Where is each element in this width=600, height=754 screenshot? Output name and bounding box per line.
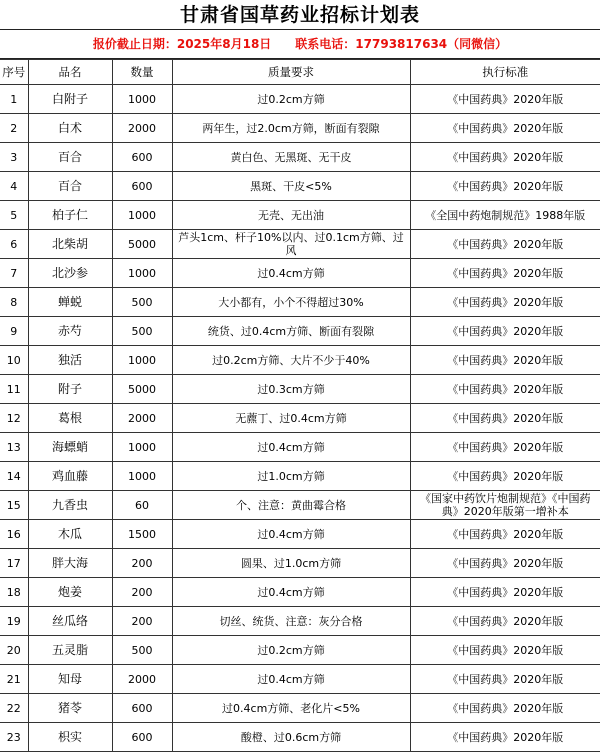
table-row [0, 694, 600, 723]
row-quality: 过0.4cm方筛 [172, 520, 410, 549]
row-no: 11 [0, 375, 28, 404]
row-standard: 《中国药典》2020年版 [410, 346, 600, 375]
row-standard: 《中国药典》2020年版 [410, 665, 600, 694]
col-header-no: 序号 [0, 60, 28, 85]
row-standard: 《中国药典》2020年版 [410, 723, 600, 752]
table-row [0, 549, 600, 578]
table-row [0, 346, 600, 375]
row-qty: 1500 [112, 520, 172, 549]
row-name: 白术 [28, 114, 112, 143]
row-no: 8 [0, 288, 28, 317]
row-standard: 《中国药典》2020年版 [410, 230, 600, 259]
row-name: 海螵蛸 [28, 433, 112, 462]
row-quality: 个、注意：黄曲霉合格 [172, 491, 410, 520]
table-row [0, 636, 600, 665]
row-name: 独活 [28, 346, 112, 375]
row-name: 百合 [28, 172, 112, 201]
row-no: 1 [0, 85, 28, 114]
row-qty: 1000 [112, 201, 172, 230]
row-no: 15 [0, 491, 28, 520]
table-row [0, 375, 600, 404]
row-name: 鸡血藤 [28, 462, 112, 491]
table-row [0, 201, 600, 230]
row-name: 蝉蜕 [28, 288, 112, 317]
row-quality: 过0.4cm方筛 [172, 433, 410, 462]
row-no: 19 [0, 607, 28, 636]
row-no: 6 [0, 230, 28, 259]
row-quality: 过0.2cm方筛 [172, 85, 410, 114]
row-standard: 《中国药典》2020年版 [410, 607, 600, 636]
row-no: 13 [0, 433, 28, 462]
row-standard: 《中国药典》2020年版 [410, 288, 600, 317]
row-no: 17 [0, 549, 28, 578]
contact-text: 联系电话：17793817634（同微信） [295, 37, 508, 51]
row-qty: 600 [112, 172, 172, 201]
table-row [0, 259, 600, 288]
row-quality: 过0.4cm方筛 [172, 259, 410, 288]
row-standard: 《中国药典》2020年版 [410, 520, 600, 549]
row-quality: 两年生，过2.0cm方筛，断面有裂隙 [172, 114, 410, 143]
row-standard: 《中国药典》2020年版 [410, 114, 600, 143]
col-header-name: 品名 [28, 60, 112, 85]
row-name: 五灵脂 [28, 636, 112, 665]
row-quality: 大小都有，小个不得超过30% [172, 288, 410, 317]
row-name: 北沙参 [28, 259, 112, 288]
row-no: 22 [0, 694, 28, 723]
table-row [0, 230, 600, 259]
row-quality: 过0.4cm方筛 [172, 578, 410, 607]
row-name: 白附子 [28, 85, 112, 114]
row-name: 炮姜 [28, 578, 112, 607]
row-quality: 过0.3cm方筛 [172, 375, 410, 404]
row-name: 百合 [28, 143, 112, 172]
row-qty: 2000 [112, 404, 172, 433]
table-row [0, 607, 600, 636]
row-no: 9 [0, 317, 28, 346]
row-standard: 《中国药典》2020年版 [410, 578, 600, 607]
row-quality: 无壳、无出油 [172, 201, 410, 230]
row-no: 18 [0, 578, 28, 607]
row-qty: 1000 [112, 259, 172, 288]
row-qty: 5000 [112, 375, 172, 404]
row-standard: 《中国药典》2020年版 [410, 85, 600, 114]
row-standard: 《中国药典》2020年版 [410, 172, 600, 201]
page-title: 甘肃省国草药业招标计划表 [0, 0, 600, 30]
row-no: 16 [0, 520, 28, 549]
row-quality: 过0.4cm方筛、老化片<5% [172, 694, 410, 723]
row-qty: 600 [112, 143, 172, 172]
row-standard: 《中国药典》2020年版 [410, 636, 600, 665]
row-standard: 《中国药典》2020年版 [410, 404, 600, 433]
row-quality: 过0.2cm方筛 [172, 636, 410, 665]
row-standard: 《中国药典》2020年版 [410, 375, 600, 404]
row-quality: 芦头1cm、杆子10%以内、过0.1cm方筛、过风 [172, 230, 410, 259]
row-quality: 无藨丁、过0.4cm方筛 [172, 404, 410, 433]
table-row [0, 404, 600, 433]
row-no: 21 [0, 665, 28, 694]
row-qty: 500 [112, 317, 172, 346]
table-row [0, 520, 600, 549]
row-qty: 200 [112, 607, 172, 636]
row-qty: 200 [112, 549, 172, 578]
row-qty: 5000 [112, 230, 172, 259]
row-qty: 1000 [112, 85, 172, 114]
row-qty: 60 [112, 491, 172, 520]
col-header-qty: 数量 [112, 60, 172, 85]
bid-table [0, 59, 600, 752]
row-no: 20 [0, 636, 28, 665]
row-quality: 过0.2cm方筛、大片不少于40% [172, 346, 410, 375]
row-name: 木瓜 [28, 520, 112, 549]
row-name: 知母 [28, 665, 112, 694]
row-quality: 黑斑、干皮<5% [172, 172, 410, 201]
row-quality: 切丝、统货、注意：灰分合格 [172, 607, 410, 636]
row-qty: 1000 [112, 346, 172, 375]
row-no: 2 [0, 114, 28, 143]
row-name: 北柴胡 [28, 230, 112, 259]
row-name: 赤芍 [28, 317, 112, 346]
col-header-standard: 执行标准 [410, 60, 600, 85]
row-quality: 统货、过0.4cm方筛、断面有裂隙 [172, 317, 410, 346]
row-name: 柏子仁 [28, 201, 112, 230]
table-body [0, 85, 600, 752]
table-row [0, 317, 600, 346]
table-row [0, 578, 600, 607]
row-name: 附子 [28, 375, 112, 404]
table-row [0, 85, 600, 114]
table-row [0, 143, 600, 172]
table-row [0, 114, 600, 143]
row-no: 12 [0, 404, 28, 433]
row-standard: 《中国药典》2020年版 [410, 317, 600, 346]
row-no: 4 [0, 172, 28, 201]
row-qty: 2000 [112, 114, 172, 143]
notice-line [0, 30, 600, 59]
row-no: 23 [0, 723, 28, 752]
row-qty: 1000 [112, 462, 172, 491]
row-quality: 黄白色、无黑斑、无干皮 [172, 143, 410, 172]
row-standard: 《中国药典》2020年版 [410, 259, 600, 288]
table-header-row [0, 60, 600, 85]
row-qty: 500 [112, 636, 172, 665]
row-standard: 《中国药典》2020年版 [410, 462, 600, 491]
row-name: 胖大海 [28, 549, 112, 578]
table-row [0, 462, 600, 491]
row-standard: 《中国药典》2020年版 [410, 549, 600, 578]
table-row [0, 433, 600, 462]
row-name: 九香虫 [28, 491, 112, 520]
row-quality: 酸橙、过0.6cm方筛 [172, 723, 410, 752]
row-no: 5 [0, 201, 28, 230]
row-quality: 过1.0cm方筛 [172, 462, 410, 491]
row-qty: 1000 [112, 433, 172, 462]
row-standard: 《中国药典》2020年版 [410, 694, 600, 723]
row-name: 枳实 [28, 723, 112, 752]
row-qty: 500 [112, 288, 172, 317]
row-name: 猪苓 [28, 694, 112, 723]
row-standard: 《全国中药炮制规范》1988年版 [410, 201, 600, 230]
row-no: 3 [0, 143, 28, 172]
row-name: 丝瓜络 [28, 607, 112, 636]
row-quality: 过0.4cm方筛 [172, 665, 410, 694]
row-qty: 600 [112, 694, 172, 723]
row-quality: 圆果、过1.0cm方筛 [172, 549, 410, 578]
table-row [0, 172, 600, 201]
row-name: 葛根 [28, 404, 112, 433]
table-row [0, 665, 600, 694]
deadline-text: 报价截止日期：2025年8月18日 [92, 37, 272, 51]
table-row [0, 723, 600, 752]
row-qty: 200 [112, 578, 172, 607]
row-qty: 600 [112, 723, 172, 752]
row-standard: 《中国药典》2020年版 [410, 433, 600, 462]
row-no: 14 [0, 462, 28, 491]
row-no: 10 [0, 346, 28, 375]
row-qty: 2000 [112, 665, 172, 694]
col-header-quality: 质量要求 [172, 60, 410, 85]
table-row [0, 491, 600, 520]
row-no: 7 [0, 259, 28, 288]
row-standard: 《国家中药饮片炮制规范》《中国药典》2020年版第一增补本 [410, 491, 600, 520]
row-standard: 《中国药典》2020年版 [410, 143, 600, 172]
table-row [0, 288, 600, 317]
